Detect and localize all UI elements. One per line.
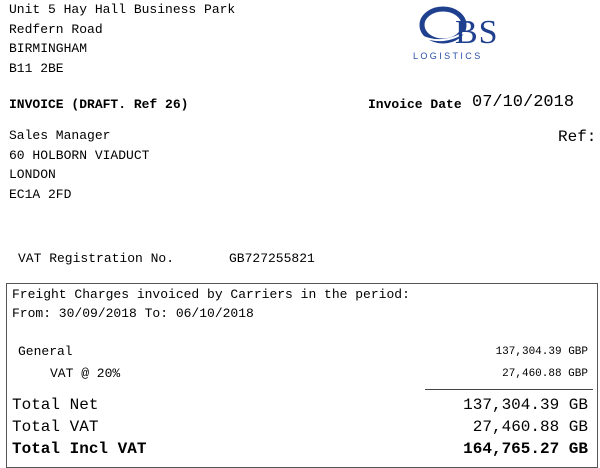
sender-address-line: Redfern Road bbox=[9, 21, 103, 37]
sender-address bbox=[9, 0, 235, 78]
sender-address-line: BIRMINGHAM bbox=[9, 41, 88, 56]
total-net-amount: 137,304.39 GB bbox=[463, 396, 588, 414]
logo-subtitle: LOGISTICS bbox=[413, 51, 483, 61]
line-item-amount: 27,460.88 GBP bbox=[502, 368, 588, 380]
charges-period: From: 30/09/2018 To: 06/10/2018 bbox=[12, 306, 254, 321]
totals-divider bbox=[425, 389, 593, 390]
sender-address-line: B11 2BE bbox=[9, 60, 64, 76]
vat-registration-number: GB727255821 bbox=[229, 251, 315, 266]
line-item-amount: 137,304.39 GBP bbox=[495, 346, 588, 358]
recipient-address-line: LONDON bbox=[9, 167, 56, 182]
sender-address-line: Unit 5 Hay Hall Business Park bbox=[9, 2, 236, 17]
charges-heading: Freight Charges invoiced by Carriers in the period: bbox=[12, 287, 410, 302]
recipient-address bbox=[9, 126, 149, 204]
vat-registration-label: VAT Registration No. bbox=[18, 251, 175, 266]
line-item-label: VAT @ 20% bbox=[50, 366, 121, 381]
logo-text: BS bbox=[455, 14, 499, 51]
total-net-label: Total Net bbox=[12, 396, 99, 414]
ref-label: Ref: bbox=[558, 128, 597, 146]
total-vat-label: Total VAT bbox=[12, 418, 99, 436]
total-incl-vat-amount: 164,765.27 GB bbox=[463, 440, 588, 458]
total-vat-amount: 27,460.88 GB bbox=[472, 418, 588, 436]
recipient-address-line: Sales Manager bbox=[9, 128, 111, 143]
invoice-title: INVOICE (DRAFT. Ref 26) bbox=[9, 97, 189, 112]
recipient-address-line: 60 HOLBORN VIADUCT bbox=[9, 147, 150, 163]
line-item-label: General bbox=[18, 344, 73, 359]
total-incl-vat-label: Total Incl VAT bbox=[12, 440, 147, 458]
invoice-date-label: Invoice Date bbox=[368, 97, 462, 112]
invoice-date: 07/10/2018 bbox=[472, 93, 575, 112]
recipient-address-line: EC1A 2FD bbox=[9, 186, 72, 202]
